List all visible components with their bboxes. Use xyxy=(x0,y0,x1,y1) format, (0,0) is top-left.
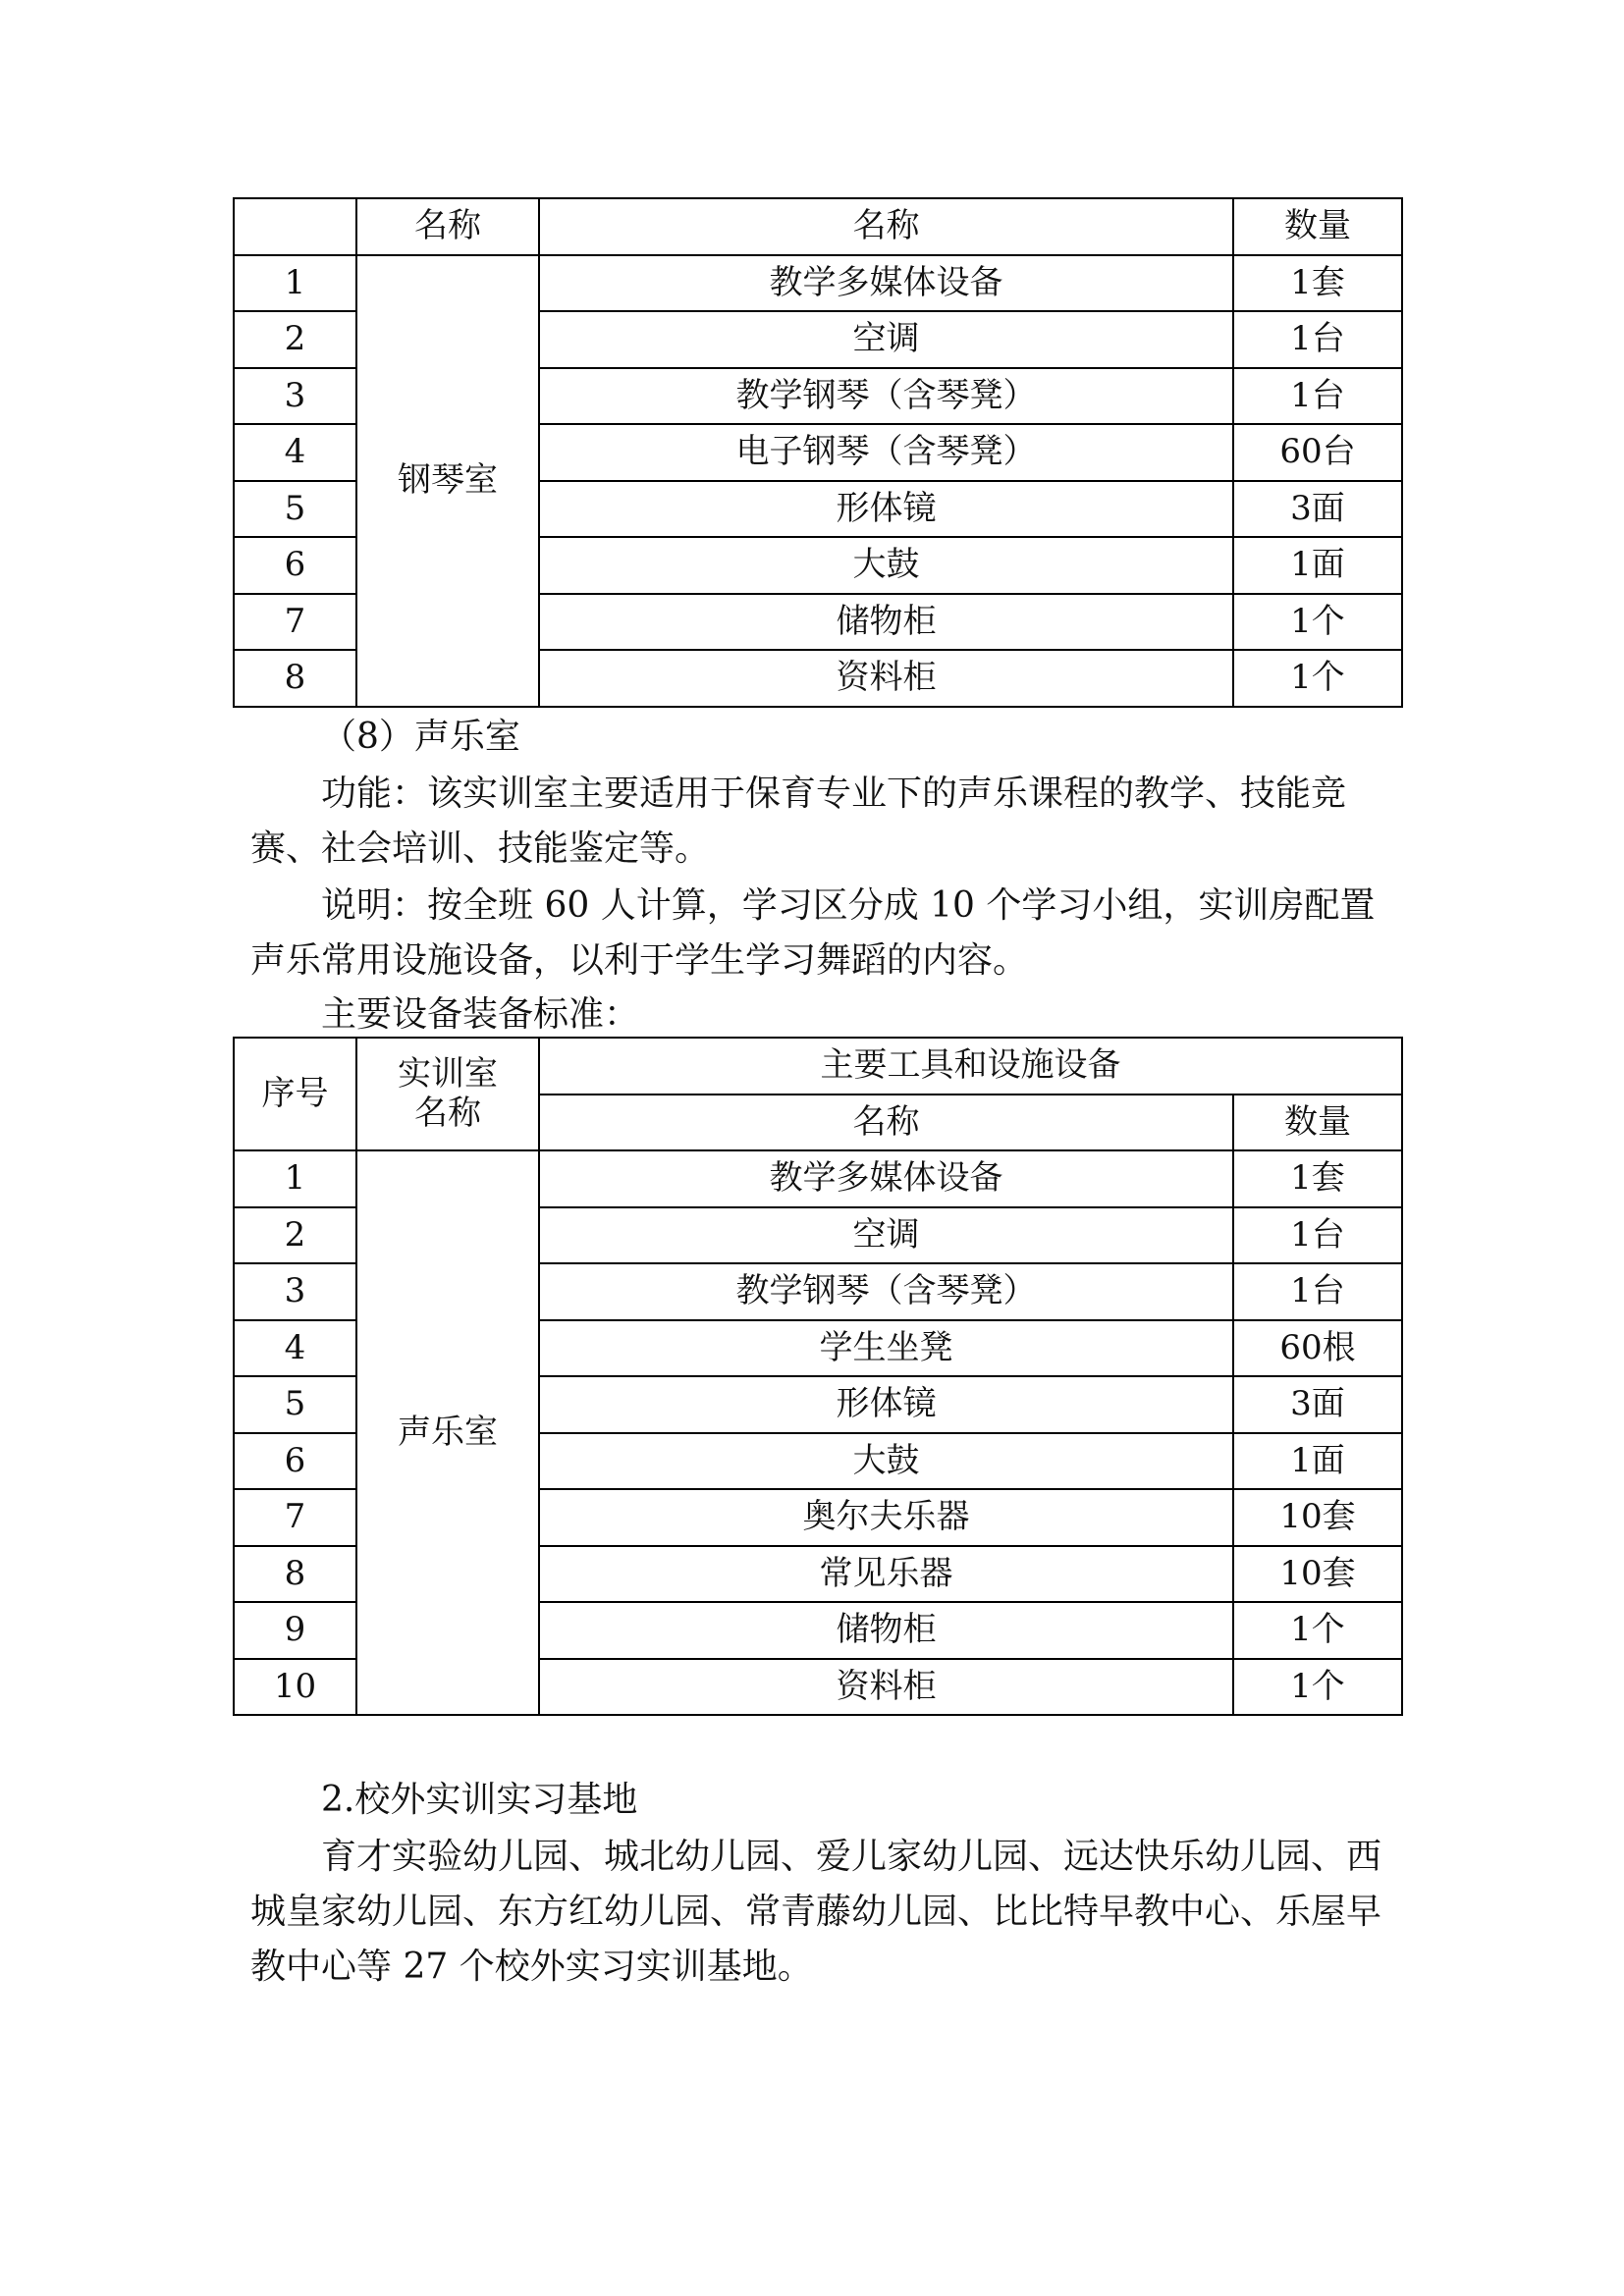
row-name: 教学多媒体设备 xyxy=(539,255,1233,312)
row-count: 1套 xyxy=(1233,255,1402,312)
row-no: 3 xyxy=(234,1263,356,1320)
row-no: 10 xyxy=(234,1659,356,1716)
row-name: 形体镜 xyxy=(539,481,1233,538)
row-name: 教学多媒体设备 xyxy=(539,1150,1233,1207)
row-count: 1台 xyxy=(1233,368,1402,425)
row-count: 1个 xyxy=(1233,650,1402,707)
header-room-line2: 名称 xyxy=(414,1093,481,1133)
room-name-cell: 声乐室 xyxy=(356,1150,539,1715)
standard-title: 主要设备装备标准： xyxy=(321,994,640,1035)
row-no: 4 xyxy=(234,424,356,481)
row-name: 教学钢琴（含琴凳） xyxy=(539,1263,1233,1320)
table-row xyxy=(234,1150,1402,1207)
row-name: 大鼓 xyxy=(539,1433,1233,1490)
row-no: 2 xyxy=(234,1207,356,1264)
row-no: 9 xyxy=(234,1602,356,1659)
external-base-title: 2.校外实训实习基地 xyxy=(321,1780,638,1820)
row-count: 10套 xyxy=(1233,1489,1402,1546)
row-count: 3面 xyxy=(1233,1376,1402,1433)
row-count: 1台 xyxy=(1233,311,1402,368)
external-base-text: 育才实验幼儿园、城北幼儿园、爱儿家幼儿园、远达快乐幼儿园、西城皇家幼儿园、东方红幼儿园、常青藤幼儿园、比比特早教中心、乐屋早教中心等 27 个校外实习实训基地。 xyxy=(250,1837,1382,1987)
row-count: 60根 xyxy=(1233,1320,1402,1377)
row-name: 储物柜 xyxy=(539,594,1233,651)
row-no: 1 xyxy=(234,255,356,312)
row-no: 8 xyxy=(234,1546,356,1603)
row-count: 3面 xyxy=(1233,481,1402,538)
row-count: 1台 xyxy=(1233,1207,1402,1264)
row-name: 学生坐凳 xyxy=(539,1320,1233,1377)
row-name: 大鼓 xyxy=(539,537,1233,594)
header-cell-no xyxy=(234,198,356,255)
vocal-room-equipment-table xyxy=(233,1037,1403,1716)
table-row xyxy=(234,255,1402,312)
row-no: 6 xyxy=(234,1433,356,1490)
header-cell-name: 名称 xyxy=(539,198,1233,255)
row-no: 2 xyxy=(234,311,356,368)
header-cell-tools: 主要工具和设施设备 xyxy=(539,1038,1402,1095)
row-count: 1套 xyxy=(1233,1150,1402,1207)
header-cell-no: 序号 xyxy=(234,1038,356,1150)
row-count: 1面 xyxy=(1233,1433,1402,1490)
section-8-note: 说明：按全班 60 人计算，学习区分成 10 个学习小组，实训房配置声乐常用设施设备，以利于学生学习舞蹈的内容。 xyxy=(250,885,1376,981)
header-cell-room: 名称 xyxy=(356,198,539,255)
row-no: 1 xyxy=(234,1150,356,1207)
row-count: 1台 xyxy=(1233,1263,1402,1320)
piano-room-equipment-table xyxy=(233,197,1403,708)
row-no: 5 xyxy=(234,1376,356,1433)
row-name: 空调 xyxy=(539,311,1233,368)
row-count: 1面 xyxy=(1233,537,1402,594)
section-8-function: 功能：该实训室主要适用于保育专业下的声乐课程的教学、技能竞赛、社会培训、技能鉴定等。 xyxy=(250,774,1347,869)
row-no: 5 xyxy=(234,481,356,538)
row-no: 6 xyxy=(234,537,356,594)
row-count: 1个 xyxy=(1233,1659,1402,1716)
header-cell-count: 数量 xyxy=(1233,1095,1402,1151)
row-name: 资料柜 xyxy=(539,1659,1233,1716)
room-name-cell: 钢琴室 xyxy=(356,255,539,707)
row-no: 4 xyxy=(234,1320,356,1377)
row-name: 形体镜 xyxy=(539,1376,1233,1433)
header-cell-room xyxy=(356,1038,539,1150)
row-no: 3 xyxy=(234,368,356,425)
table-header-row xyxy=(234,198,1402,255)
row-name: 空调 xyxy=(539,1207,1233,1264)
row-name: 储物柜 xyxy=(539,1602,1233,1659)
row-no: 8 xyxy=(234,650,356,707)
table-header-row xyxy=(234,1038,1402,1095)
row-no: 7 xyxy=(234,594,356,651)
row-name: 奥尔夫乐器 xyxy=(539,1489,1233,1546)
row-name: 电子钢琴（含琴凳） xyxy=(539,424,1233,481)
section-8-title: （8）声乐室 xyxy=(321,717,520,757)
row-count: 1个 xyxy=(1233,1602,1402,1659)
row-name: 常见乐器 xyxy=(539,1546,1233,1603)
row-count: 1个 xyxy=(1233,594,1402,651)
row-name: 教学钢琴（含琴凳） xyxy=(539,368,1233,425)
row-count: 60台 xyxy=(1233,424,1402,481)
header-room-line1: 实训室 xyxy=(398,1054,498,1095)
row-count: 10套 xyxy=(1233,1546,1402,1603)
header-cell-name: 名称 xyxy=(539,1095,1233,1151)
row-name: 资料柜 xyxy=(539,650,1233,707)
row-no: 7 xyxy=(234,1489,356,1546)
header-cell-count: 数量 xyxy=(1233,198,1402,255)
